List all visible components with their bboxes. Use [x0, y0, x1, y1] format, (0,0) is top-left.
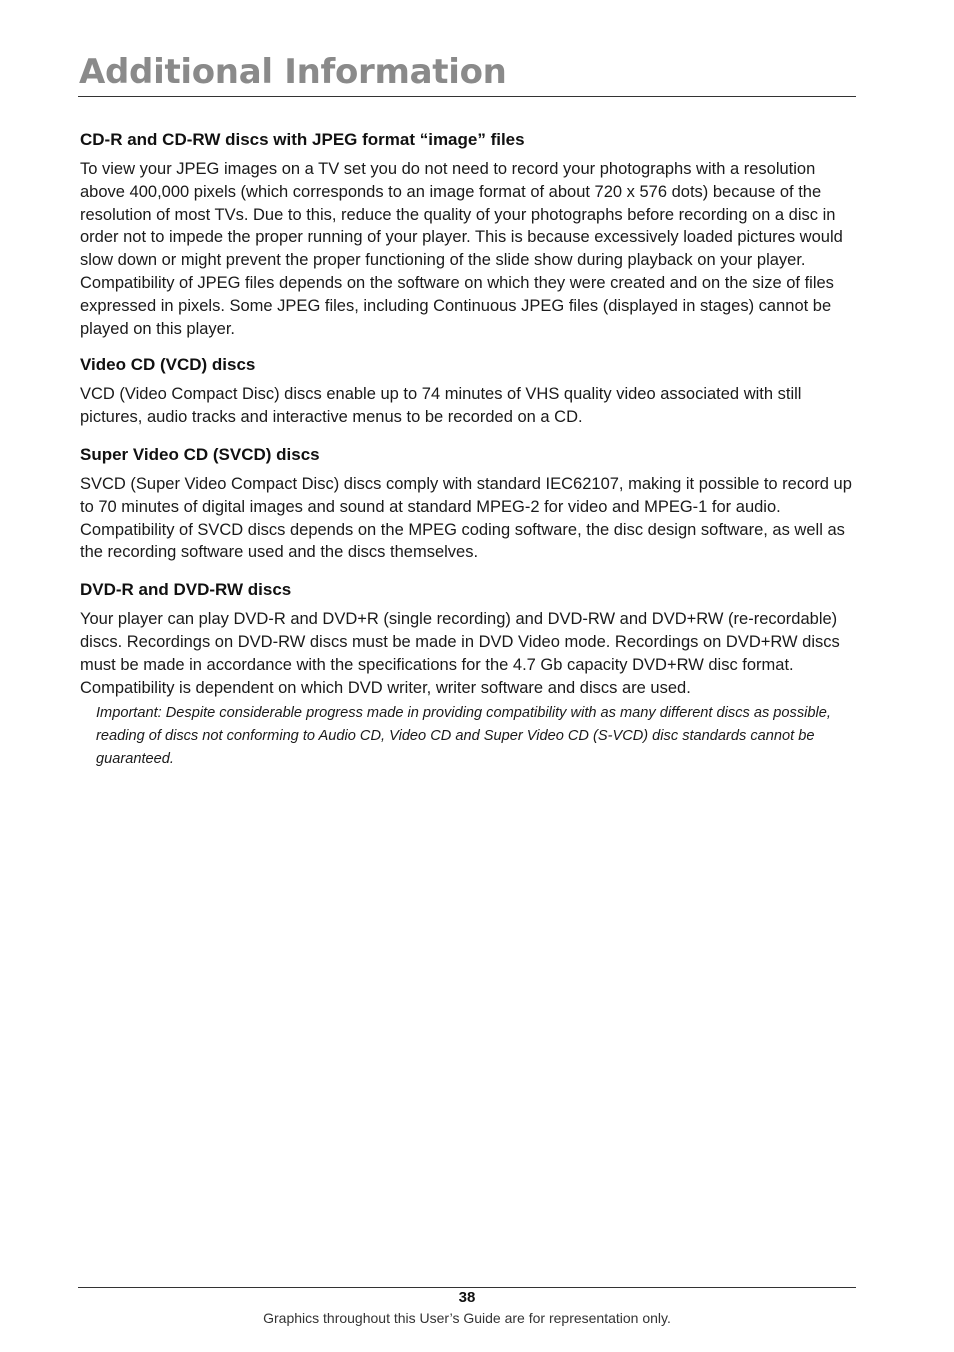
section-body: SVCD (Super Video Compact Disc) discs comply with standard IEC62107, making it possible to record up to 70 minutes of digital images and sound at standard MPEG-2 for video and MPEG-1 for audio. Compatibility of SVCD discs depends on the MPEG coding software, the disc design software, as well as the recording software used and the discs themselves. [80, 474, 852, 562]
section-dvd-discs [80, 576, 856, 770]
section-heading: CD-R and CD-RW discs with JPEG format “image” files [80, 130, 525, 149]
section-heading: DVD-R and DVD-RW discs [80, 580, 292, 600]
section-svcd-discs [80, 441, 856, 564]
section-heading: Super Video CD (SVCD) discs [80, 444, 320, 464]
title-divider [78, 96, 856, 97]
section-jpeg-discs [80, 126, 856, 340]
page-title: Additional Information [79, 52, 507, 92]
section-body: VCD (Video Compact Disc) discs enable up to 74 minutes of VHS quality video associated with still pictures, audio tracks and interactive menus to be recorded on a CD. [80, 385, 802, 427]
section-body: Your player can play DVD-R and DVD+R (single recording) and DVD-RW and DVD+RW (re-recordable) discs. Recordings on DVD-RW discs must be made in DVD Video mode. Recordings on DVD+RW discs must be made in accordance with the specifications for the 4.7 Gb capacity DVD+RW disc format. Compatibility is dependent on which DVD writer, writer software and discs are used. [80, 610, 840, 697]
section-heading: Video CD (VCD) discs [80, 355, 256, 375]
section-vcd-discs [80, 351, 856, 429]
section-body: To view your JPEG images on a TV set you do not need to record your photographs with a resolution above 400,000 pixels (which corresponds to an image format of about 720 x 576 dots) because of the resolution of most TVs. Due to this, reduce the quality of your photographs before recording on a disc in order not to impede the proper running of your player. This is because excessively loaded pictures would slow down or might prevent the proper functioning of the slide show during playback on your player. Compatibility of JPEG files depends on the software on which they were created and on the size of files expressed in pixels. Some JPEG files, including Continuous JPEG files (displayed in stages) cannot be played on this player. [80, 160, 843, 338]
important-note: Important: Despite considerable progress made in providing compatibility with as many different discs as possible, reading of discs not conforming to Audio CD, Video CD and Super Video CD (S-VCD) disc standards cannot be guaranteed. [96, 705, 831, 767]
main-content [80, 125, 856, 770]
footer-note: Graphics throughout this User’s Guide are for representation only. [263, 1310, 671, 1326]
page-number: 38 [458, 1289, 476, 1306]
